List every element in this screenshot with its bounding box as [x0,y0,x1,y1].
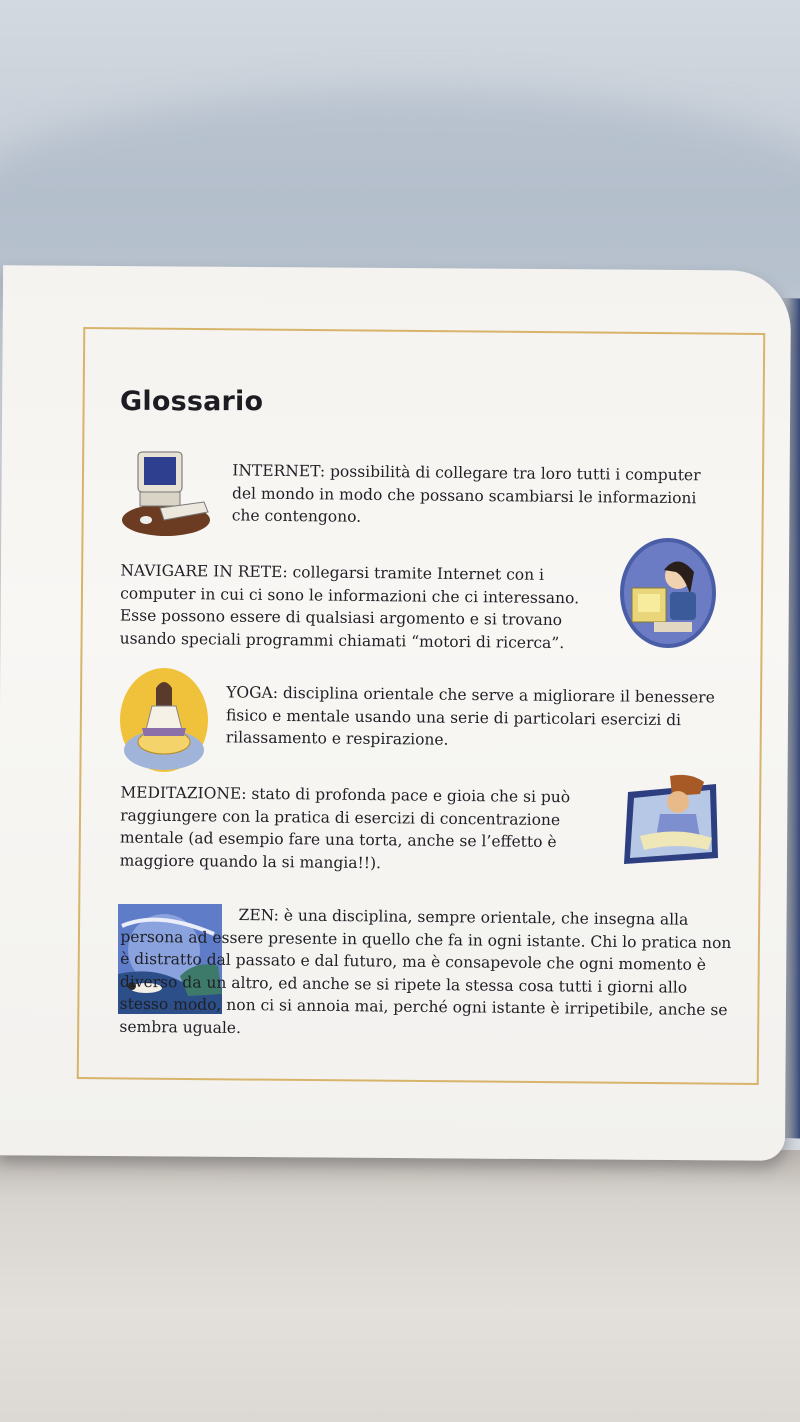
glossary-entry-meditazione: MEDITAZIONE: stato di profonda pace e gioia che si può raggiungere con la pratica di esercizi di concentrazione mentale (ad esempio fare una torta, anche se l’effetto è maggiore quando la si mangia!!). [119,783,571,872]
glossary-entry-zen: ZEN: è una disciplina, sempre orientale, che insegna alla persona ad essere presente in quello che fa in ogni istante. Chi lo pratica non è distratto dal passato e dal futuro, ma è consapevole che ogni momento è diverso da un altro, ed anche se si ripete la stessa cosa tutti i giorni allo stesso modo, non ci si annoia mai, perché ogni istante è irripetibile, anche se sembra uguale. [119,906,732,1037]
meditating-man-icon [620,772,722,870]
glossary-entry-internet: INTERNET: possibilità di collegare tra loro tutti i computer del mondo in modo che possano scambiarsi le informazioni che contengono. [231,461,701,526]
page-title: Glossario [120,386,264,417]
computer-icon [120,448,212,540]
glossary-entry-yoga: YOGA: disciplina orientale che serve a migliorare il benessere fisico e mentale usando una serie di particolari esercizi di rilassamento e respirazione. [225,683,715,749]
yoga-figure-icon [118,666,210,774]
fabric-background [0,1150,800,1422]
person-at-computer-icon [618,536,718,650]
glossary-entry-navigare-in-rete: NAVIGARE IN RETE: collegarsi tramite Internet con i computer in cui ci sono le informazioni che ci interessano. Esse possono essere di qualsiasi argomento e si trovano usando speciali programmi chiamati “motori di ricerca”. [119,561,580,652]
